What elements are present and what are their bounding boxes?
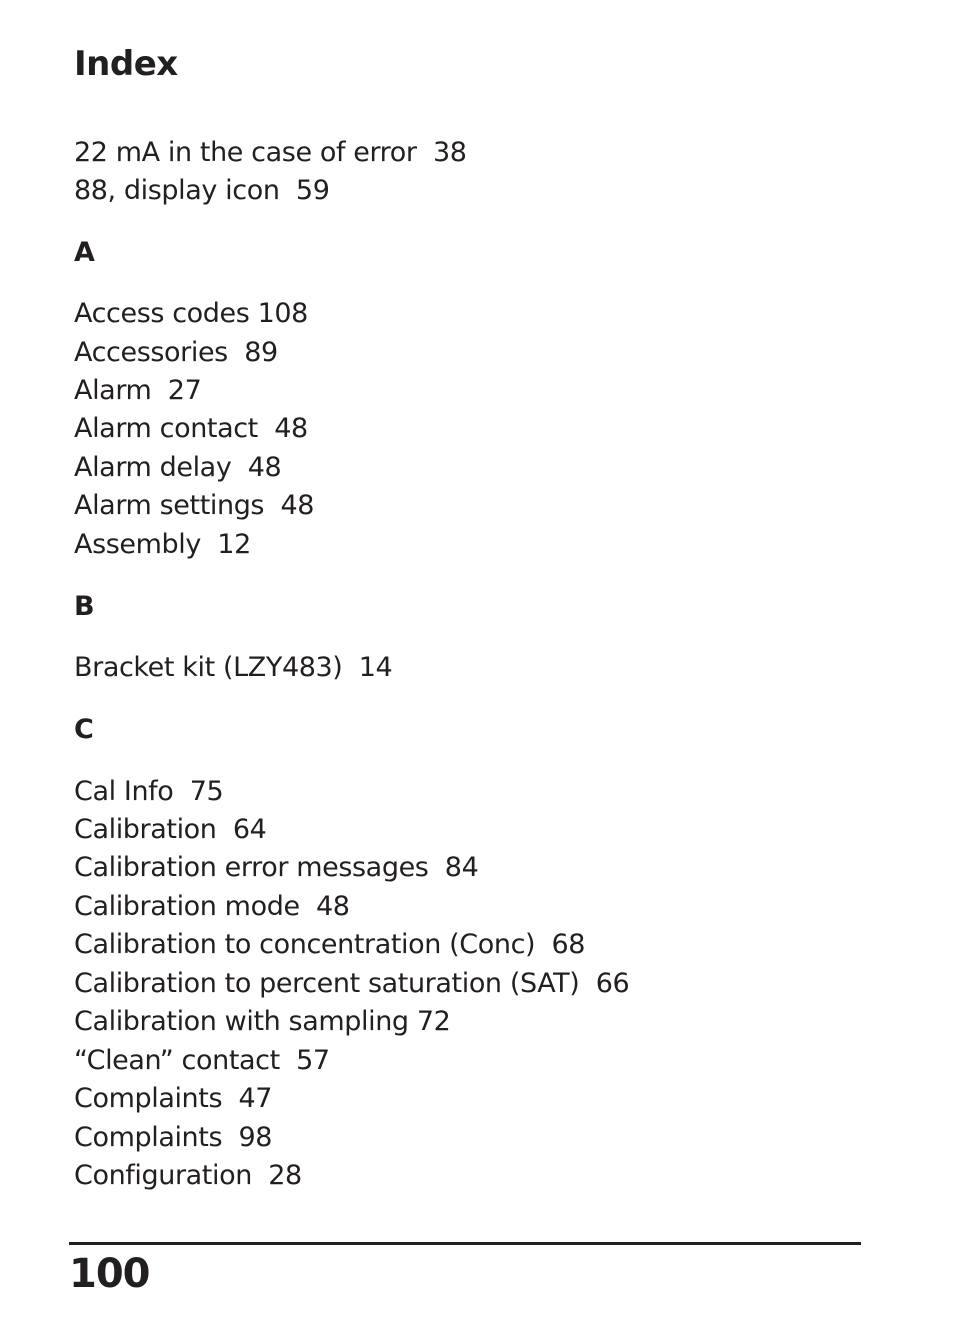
index-entry: Calibration error messages 84 (74, 852, 479, 883)
index-entry: Configuration 28 (74, 1160, 302, 1191)
index-entry: Assembly 12 (74, 529, 251, 560)
index-entry: 88, display icon 59 (74, 175, 330, 206)
index-entry: Alarm settings 48 (74, 490, 315, 521)
index-entry: Calibration mode 48 (74, 891, 350, 922)
index-entry: Complaints 98 (74, 1122, 273, 1153)
index-entry: Alarm delay 48 (74, 452, 282, 483)
page-number: 100 (69, 1251, 150, 1297)
index-entry: Calibration to concentration (Conc) 68 (74, 929, 586, 960)
index-entry: Alarm 27 (74, 375, 202, 406)
index-entry: Calibration to percent saturation (SAT) 66 (74, 968, 630, 999)
index-entry: Calibration 64 (74, 814, 267, 845)
index-entry: Cal Info 75 (74, 776, 224, 807)
index-entry: Alarm contact 48 (74, 413, 308, 444)
section-letter-a: A (74, 237, 95, 268)
section-letter-b: B (74, 591, 95, 622)
index-entry: Access codes 108 (74, 298, 308, 329)
index-entry: “Clean” contact 57 (74, 1045, 330, 1076)
index-entry: Accessories 89 (74, 337, 278, 368)
index-entry: 22 mA in the case of error 38 (74, 137, 467, 168)
section-letter-c: C (74, 714, 94, 745)
index-entry: Bracket kit (LZY483) 14 (74, 652, 393, 683)
page-title: Index (74, 44, 178, 84)
index-entry: Complaints 47 (74, 1083, 273, 1114)
footer-rule (69, 1242, 861, 1245)
index-entry: Calibration with sampling 72 (74, 1006, 451, 1037)
